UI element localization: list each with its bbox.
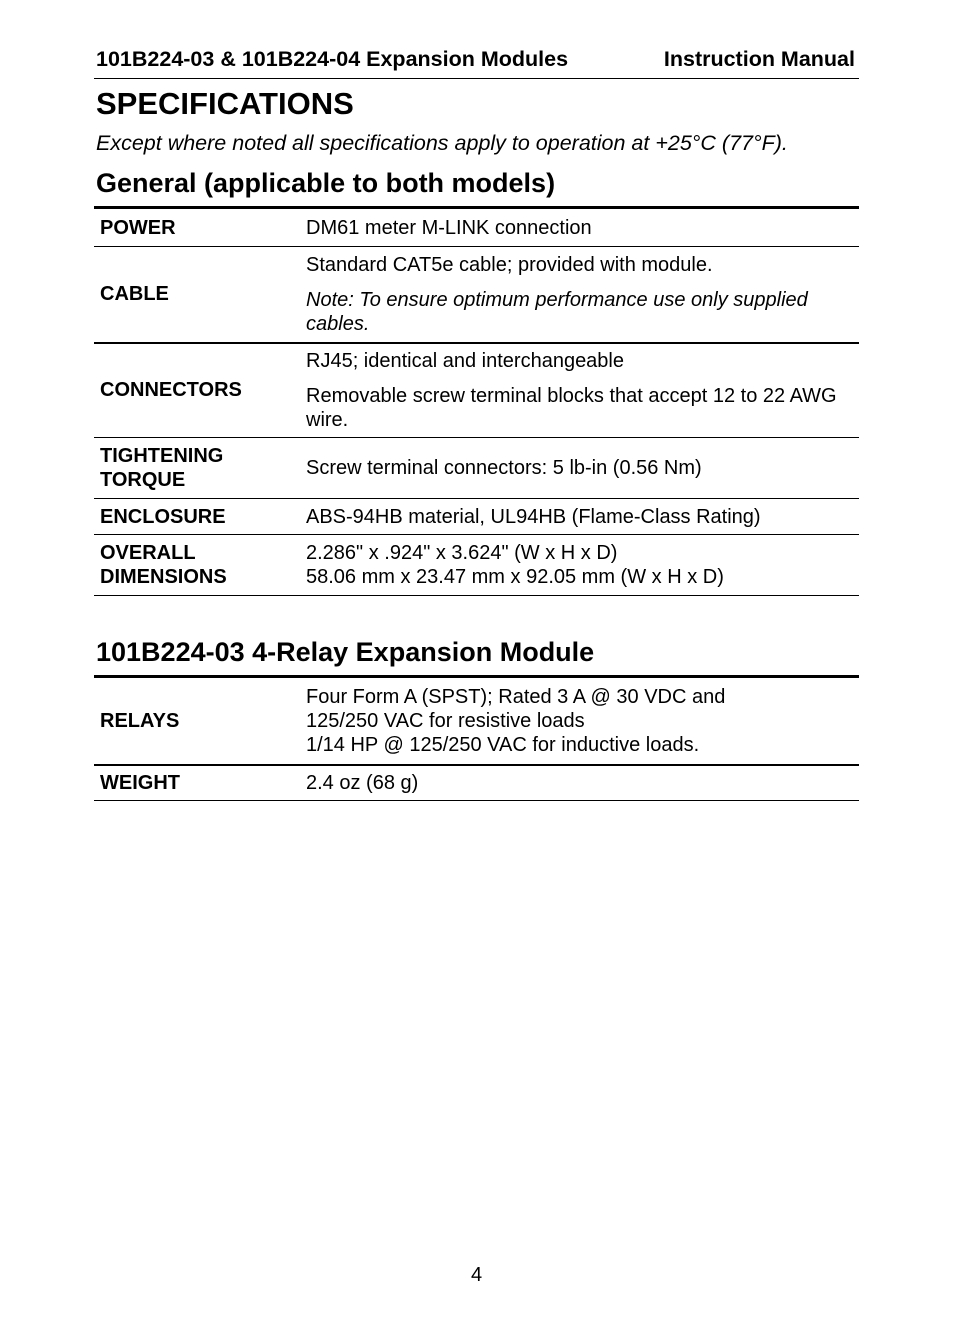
spec-value: [296, 247, 859, 343]
spec-label: CABLE: [100, 283, 169, 306]
page-number: 4: [470, 1264, 483, 1286]
spec-row-relays: [94, 677, 859, 765]
spec-value: [296, 343, 859, 438]
spec-label-line: TORQUE: [100, 469, 186, 491]
spec-label: RELAYS: [94, 677, 296, 765]
spec-label: WEIGHT: [100, 771, 180, 794]
spec-value: [296, 438, 859, 499]
spec-value-line: 2.286" x .924" x 3.624" (W x H x D): [306, 542, 618, 564]
general-spec-table: [94, 206, 859, 596]
spec-value-line: Screw terminal connectors: 5 lb-in (0.56 Nm): [306, 457, 702, 479]
spec-label: [94, 438, 296, 499]
intro-note: Except where noted all specifications apply to operation at +25°C (77°F).: [96, 131, 788, 155]
spec-label: [94, 535, 296, 596]
spec-value-line: DM61 meter M-LINK connection: [306, 216, 592, 239]
spec-label-line: DIMENSIONS: [100, 566, 227, 588]
spec-row-tightening-torque: [94, 438, 859, 499]
spec-label-line: OVERALL: [100, 542, 196, 564]
relay-section-heading: 101B224-03 4-Relay Expansion Module: [96, 637, 595, 667]
spec-row-enclosure: [94, 499, 859, 535]
spec-label: CONNECTORS: [100, 379, 242, 402]
spec-row-power: [94, 208, 859, 247]
spec-row-cable: [94, 247, 859, 343]
spec-label: POWER: [94, 208, 296, 247]
spec-value-line: RJ45; identical and interchangeable: [306, 349, 624, 372]
header-document-title: 101B224-03 & 101B224-04 Expansion Modules: [96, 47, 569, 71]
spec-value-line: Removable screw terminal blocks that accept 12 to 22 AWG wire.: [306, 384, 837, 431]
spec-value-line: Four Form A (SPST); Rated 3 A @ 30 VDC and: [306, 685, 726, 708]
header-manual-label: Instruction Manual: [663, 47, 855, 71]
spec-value-line: 58.06 mm x 23.47 mm x 92.05 mm (W x H x D): [306, 566, 724, 588]
spec-label: ENCLOSURE: [100, 505, 226, 528]
spec-row-weight: [94, 765, 859, 801]
running-header: [94, 47, 859, 79]
spec-value-line: 1/14 HP @ 125/250 VAC for inductive loads.: [306, 733, 700, 756]
general-section-heading: General (applicable to both models): [96, 168, 556, 198]
spec-value: [296, 535, 859, 596]
spec-row-connectors: [94, 343, 859, 438]
spec-value-line: ABS-94HB material, UL94HB (Flame-Class Rating): [306, 505, 761, 528]
relay-spec-table: [94, 675, 859, 801]
spec-note: Note: To ensure optimum performance use only supplied cables.: [306, 288, 808, 335]
spec-value-line: 125/250 VAC for resistive loads: [306, 709, 585, 732]
spec-value: [296, 499, 859, 535]
page-title: SPECIFICATIONS: [96, 86, 354, 121]
spec-value-line: Standard CAT5e cable; provided with module.: [306, 253, 713, 276]
spec-value: [296, 765, 859, 801]
spec-value: [296, 208, 859, 247]
spec-value: [296, 677, 859, 765]
spec-row-overall-dimensions: [94, 535, 859, 596]
spec-value-line: 2.4 oz (68 g): [306, 771, 419, 794]
spec-label-line: TIGHTENING: [100, 445, 224, 467]
